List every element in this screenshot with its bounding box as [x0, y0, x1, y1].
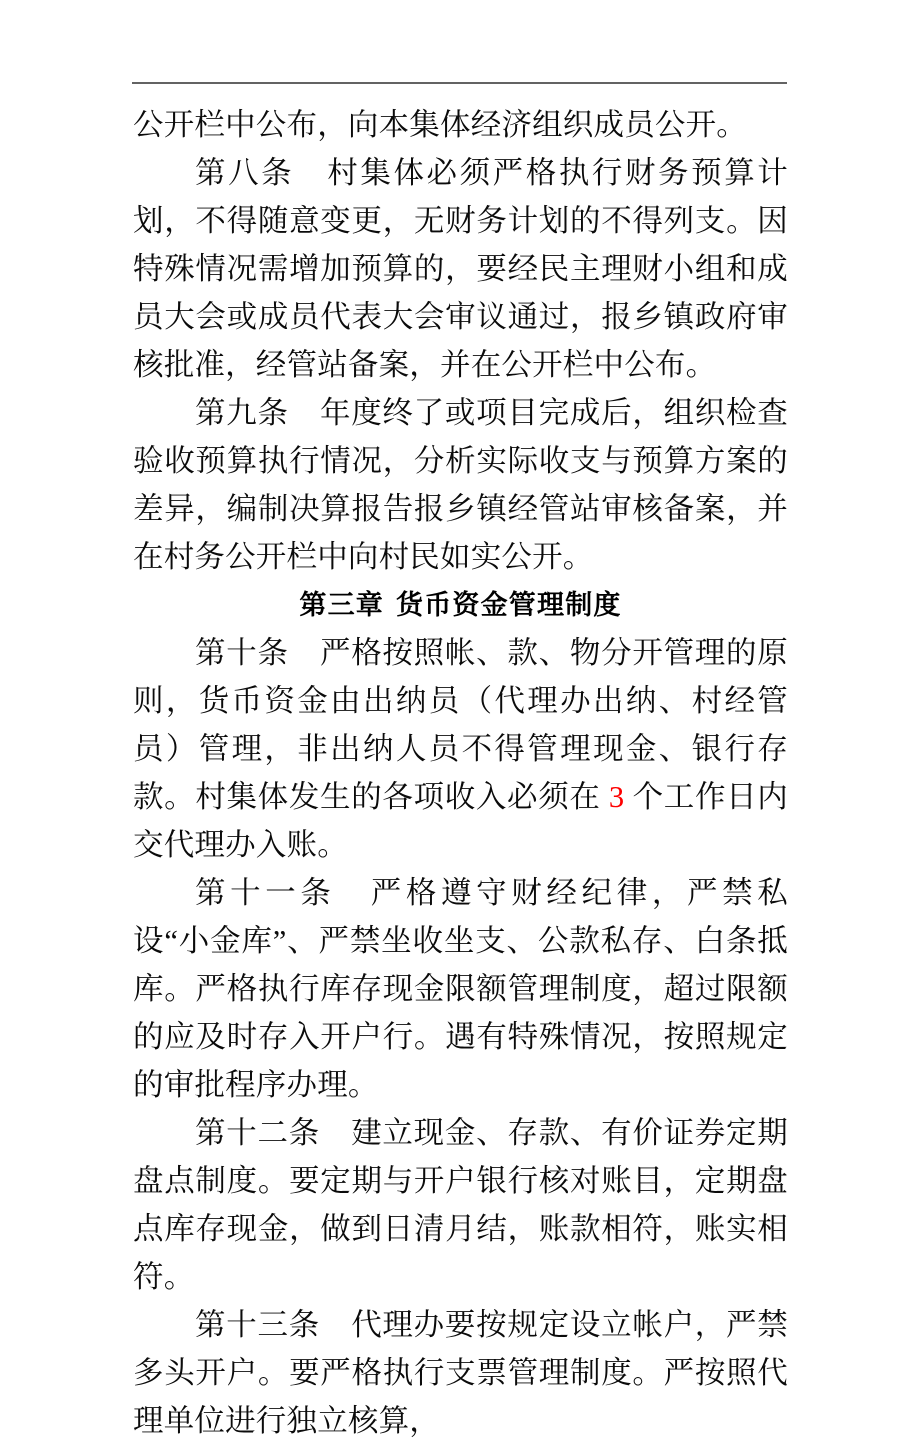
paragraph-article-10 — [133, 629, 788, 869]
paragraph-article-9: 第九条 年度终了或项目完成后，组织检查验收预算执行情况，分析实际收支与预算方案的差异，编制决算报告报乡镇经管站审核备案，并在村务公开栏中向村民如实公开。 — [133, 396, 788, 574]
article-10-run-1: 第十条 严格按照帐、款、物分开管理的原则，货币资金由出纳员（代理办出纳、村经管员）管理，非出纳人员不得管理现金、银行存款。村集体发生的各项收入必须在 — [133, 636, 788, 814]
heading-chapter-3 — [133, 581, 788, 629]
heading-chapter-label: 第三章 — [299, 590, 384, 620]
paragraph-article-13: 第十三条 代理办要按规定设立帐户，严禁多头开户。要严格执行支票管理制度。严按照代理单位进行独立核算， — [133, 1308, 788, 1438]
page-header — [0, 0, 920, 92]
paragraph-continuation: 公开栏中公布，向本集体经济组织成员公开。 — [133, 108, 747, 142]
header-divider-rule — [132, 82, 787, 84]
document-body — [133, 101, 788, 1445]
paragraph-article-12: 第十二条 建立现金、存款、有价证券定期盘点制度。要定期与开户银行核对账目，定期盘点库存现金，做到日清月结，账款相符，账实相符。 — [133, 1116, 788, 1294]
paragraph-article-11: 第十一条 严格遵守财经纪律，严禁私设“小金库”、严禁坐收坐支、公款私存、白条抵库。严格执行库存现金限额管理制度，超过限额的应及时存入开户行。遇有特殊情况，按照规定的审批程序办理。 — [133, 876, 788, 1102]
article-10-run-3: 个工作日内交代理办入账。 — [133, 780, 789, 862]
article-10-highlight-number: 3 — [608, 780, 625, 814]
heading-chapter-title: 货币资金管理制度 — [396, 590, 622, 620]
paragraph-article-8: 第八条 村集体必须严格执行财务预算计划，不得随意变更，无财务计划的不得列支。因特殊情况需增加预算的，要经民主理财小组和成员大会或成员代表大会审议通过，报乡镇政府审核批准，经管站备案，并在公开栏中公布。 — [133, 156, 788, 382]
